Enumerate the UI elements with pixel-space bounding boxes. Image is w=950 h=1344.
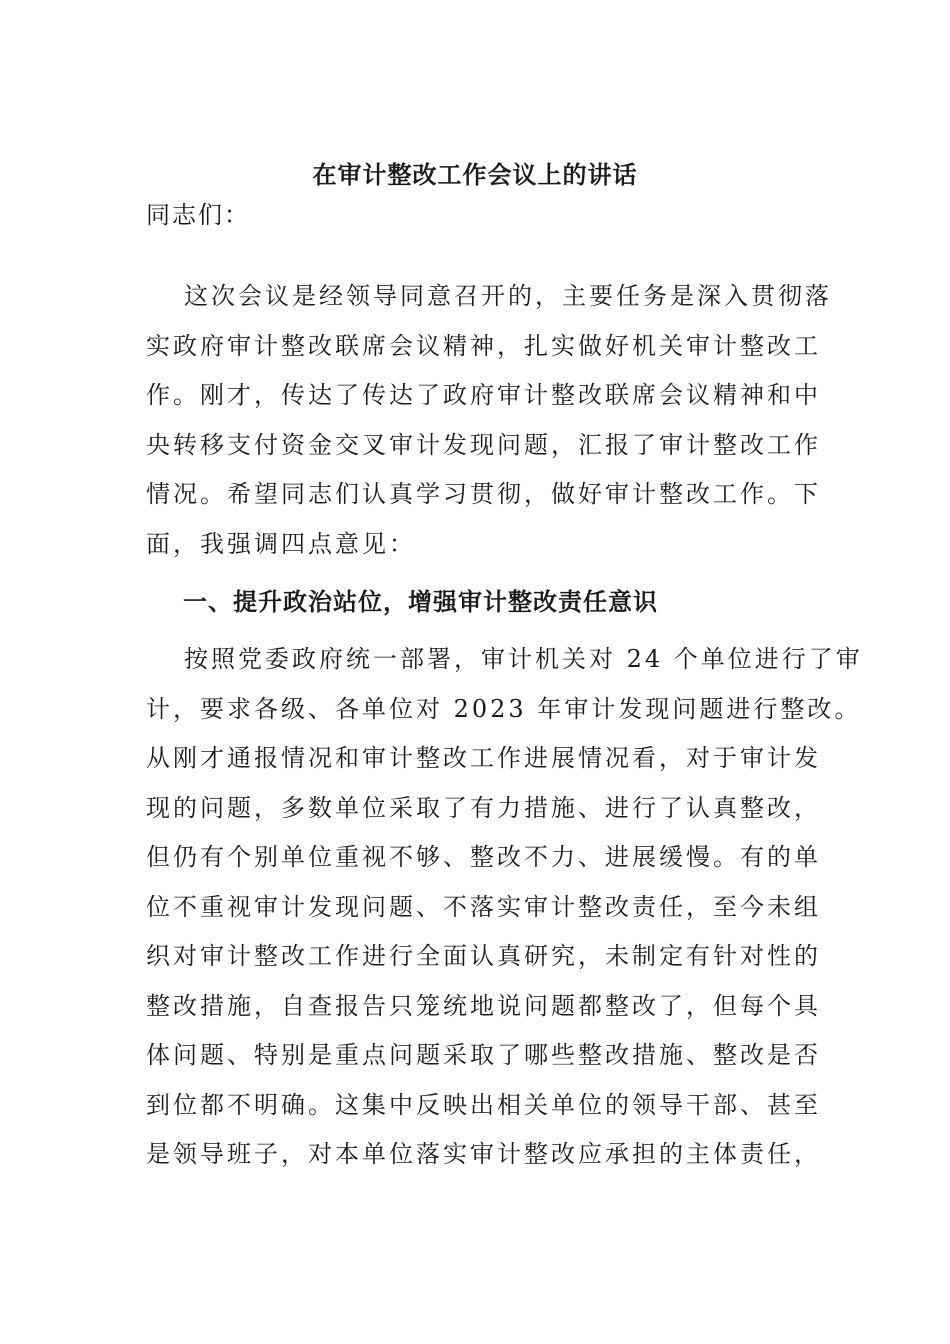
paragraph-line: 到位都不明确。这集中反映出相关单位的领导干部、甚至: [146, 1090, 821, 1119]
paragraph-line: 央转移支付资金交叉审计发现问题，汇报了审计整改工作: [146, 430, 821, 459]
paragraph-line: 但仍有个别单位重视不够、整改不力、进展缓慢。有的单: [146, 843, 821, 871]
paragraph-intro: [146, 272, 832, 569]
paragraph-line: 作。刚才，传达了传达了政府审计整改联席会议精神和中: [146, 381, 821, 409]
paragraph-line: 是领导班子，对本单位落实审计整改应承担的主体责任，: [146, 1140, 821, 1168]
salutation: 同志们：: [146, 201, 250, 229]
paragraph-line: 这次会议是经领导同意召开的，主要任务是深入贯彻落: [184, 282, 832, 310]
paragraph-line: 实政府审计整改联席会议精神，扎实做好机关审计整改工: [146, 331, 821, 360]
paragraph-line: 整改措施，自查报告只笼统地说问题都整改了，但每个具: [146, 991, 821, 1020]
paragraph-section1: [146, 635, 863, 1180]
paragraph-line: 现的问题，多数单位采取了有力措施、进行了认真整改，: [146, 793, 821, 822]
paragraph-line: 情况。希望同志们认真学习贯彻，做好审计整改工作。下: [146, 480, 821, 508]
paragraph-line: 位不重视审计发现问题、不落实审计整改责任，至今未组: [146, 892, 821, 921]
paragraph-line: 体问题、特别是重点问题采取了哪些整改措施、整改是否: [146, 1041, 821, 1069]
document-title: 在审计整改工作会议上的讲话: [312, 160, 638, 189]
paragraph-line: 按照党委政府统一部署，审计机关对 24 个单位进行了审: [184, 645, 863, 673]
paragraph-line: 从刚才通报情况和审计整改工作进展情况看，对于审计发: [146, 744, 821, 772]
paragraph-line: 计，要求各级、各单位对 2023 年审计发现问题进行整改。: [146, 694, 862, 723]
paragraph-line: 面，我强调四点意见：: [146, 529, 416, 558]
section-heading: 一、提升政治站位，增强审计整改责任意识: [183, 587, 658, 616]
paragraph-line: 织对审计整改工作进行全面认真研究，未制定有针对性的: [146, 942, 821, 970]
